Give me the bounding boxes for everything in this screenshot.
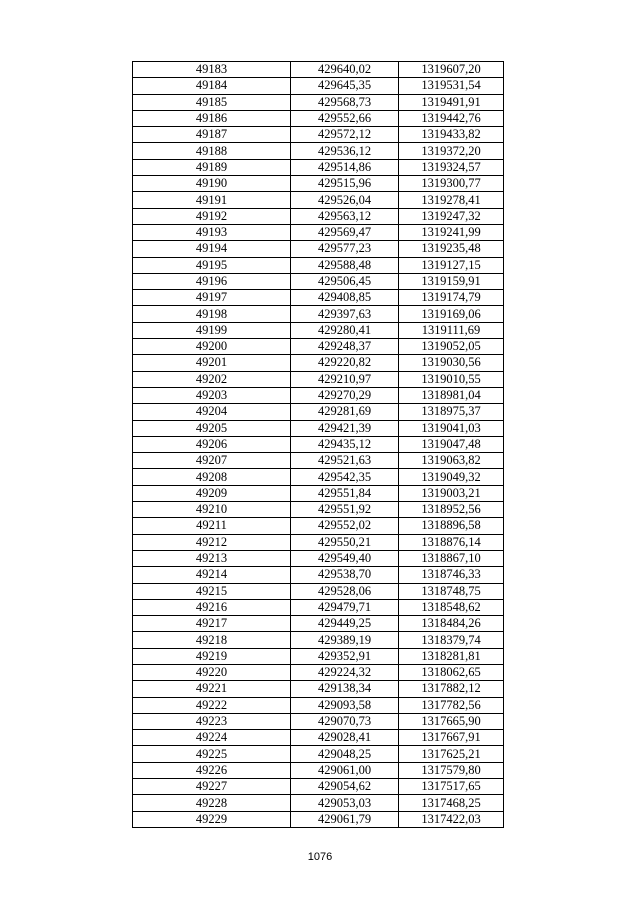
point-number-cell: 49204 — [133, 404, 291, 420]
table-row — [133, 485, 504, 501]
point-number-cell: 49223 — [133, 713, 291, 729]
x-coordinate-cell: 429280,41 — [291, 322, 399, 338]
y-coordinate-cell: 1319531,54 — [399, 78, 504, 94]
y-coordinate-cell: 1317667,91 — [399, 730, 504, 746]
y-coordinate-cell: 1319049,32 — [399, 469, 504, 485]
y-coordinate-cell: 1319491,91 — [399, 94, 504, 110]
table-row — [133, 404, 504, 420]
table-row — [133, 208, 504, 224]
x-coordinate-cell: 429224,32 — [291, 664, 399, 680]
x-coordinate-cell: 429248,37 — [291, 339, 399, 355]
y-coordinate-cell: 1319041,03 — [399, 420, 504, 436]
table-row — [133, 387, 504, 403]
y-coordinate-cell: 1318975,37 — [399, 404, 504, 420]
y-coordinate-cell: 1317468,25 — [399, 795, 504, 811]
y-coordinate-cell: 1317422,03 — [399, 811, 504, 827]
x-coordinate-cell: 429270,29 — [291, 387, 399, 403]
point-number-cell: 49224 — [133, 730, 291, 746]
y-coordinate-cell: 1319111,69 — [399, 322, 504, 338]
point-number-cell: 49194 — [133, 241, 291, 257]
x-coordinate-cell: 429054,62 — [291, 779, 399, 795]
y-coordinate-cell: 1319372,20 — [399, 143, 504, 159]
point-number-cell: 49199 — [133, 322, 291, 338]
y-coordinate-cell: 1319433,82 — [399, 127, 504, 143]
y-coordinate-cell: 1319241,99 — [399, 224, 504, 240]
table-row — [133, 322, 504, 338]
x-coordinate-cell: 429536,12 — [291, 143, 399, 159]
point-number-cell: 49227 — [133, 779, 291, 795]
point-number-cell: 49195 — [133, 257, 291, 273]
x-coordinate-cell: 429568,73 — [291, 94, 399, 110]
x-coordinate-cell: 429552,66 — [291, 110, 399, 126]
point-number-cell: 49217 — [133, 616, 291, 632]
x-coordinate-cell: 429506,45 — [291, 273, 399, 289]
table-row — [133, 127, 504, 143]
y-coordinate-cell: 1319247,32 — [399, 208, 504, 224]
x-coordinate-cell: 429563,12 — [291, 208, 399, 224]
x-coordinate-cell: 429550,21 — [291, 534, 399, 550]
table-row — [133, 648, 504, 664]
y-coordinate-cell: 1318548,62 — [399, 599, 504, 615]
y-coordinate-cell: 1319003,21 — [399, 485, 504, 501]
y-coordinate-cell: 1317625,21 — [399, 746, 504, 762]
table-row — [133, 306, 504, 322]
y-coordinate-cell: 1319047,48 — [399, 436, 504, 452]
y-coordinate-cell: 1319300,77 — [399, 176, 504, 192]
y-coordinate-cell: 1319278,41 — [399, 192, 504, 208]
y-coordinate-cell: 1318484,26 — [399, 616, 504, 632]
table-row — [133, 94, 504, 110]
y-coordinate-cell: 1318062,65 — [399, 664, 504, 680]
x-coordinate-cell: 429528,06 — [291, 583, 399, 599]
x-coordinate-cell: 429640,02 — [291, 62, 399, 78]
table-row — [133, 713, 504, 729]
point-number-cell: 49201 — [133, 355, 291, 371]
table-row — [133, 664, 504, 680]
x-coordinate-cell: 429070,73 — [291, 713, 399, 729]
x-coordinate-cell: 429521,63 — [291, 453, 399, 469]
point-number-cell: 49209 — [133, 485, 291, 501]
point-number-cell: 49190 — [133, 176, 291, 192]
y-coordinate-cell: 1319052,05 — [399, 339, 504, 355]
y-coordinate-cell: 1318896,58 — [399, 518, 504, 534]
table-row — [133, 746, 504, 762]
table-row — [133, 762, 504, 778]
table-row — [133, 420, 504, 436]
table-row — [133, 62, 504, 78]
point-number-cell: 49221 — [133, 681, 291, 697]
x-coordinate-cell: 429551,84 — [291, 485, 399, 501]
point-number-cell: 49183 — [133, 62, 291, 78]
y-coordinate-cell: 1319169,06 — [399, 306, 504, 322]
table-row — [133, 339, 504, 355]
coordinate-table-body — [133, 62, 504, 828]
table-row — [133, 224, 504, 240]
point-number-cell: 49222 — [133, 697, 291, 713]
y-coordinate-cell: 1318867,10 — [399, 550, 504, 566]
y-coordinate-cell: 1318748,75 — [399, 583, 504, 599]
point-number-cell: 49191 — [133, 192, 291, 208]
table-row — [133, 110, 504, 126]
point-number-cell: 49220 — [133, 664, 291, 680]
point-number-cell: 49188 — [133, 143, 291, 159]
point-number-cell: 49200 — [133, 339, 291, 355]
point-number-cell: 49185 — [133, 94, 291, 110]
y-coordinate-cell: 1318952,56 — [399, 502, 504, 518]
y-coordinate-cell: 1319324,57 — [399, 159, 504, 175]
point-number-cell: 49184 — [133, 78, 291, 94]
point-number-cell: 49219 — [133, 648, 291, 664]
x-coordinate-cell: 429389,19 — [291, 632, 399, 648]
point-number-cell: 49216 — [133, 599, 291, 615]
table-row — [133, 290, 504, 306]
y-coordinate-cell: 1319442,76 — [399, 110, 504, 126]
point-number-cell: 49211 — [133, 518, 291, 534]
point-number-cell: 49210 — [133, 502, 291, 518]
x-coordinate-cell: 429220,82 — [291, 355, 399, 371]
point-number-cell: 49229 — [133, 811, 291, 827]
x-coordinate-cell: 429093,58 — [291, 697, 399, 713]
y-coordinate-cell: 1318746,33 — [399, 567, 504, 583]
table-row — [133, 534, 504, 550]
point-number-cell: 49208 — [133, 469, 291, 485]
x-coordinate-cell: 429569,47 — [291, 224, 399, 240]
x-coordinate-cell: 429577,23 — [291, 241, 399, 257]
table-row — [133, 453, 504, 469]
table-row — [133, 502, 504, 518]
table-row — [133, 176, 504, 192]
x-coordinate-cell: 429572,12 — [291, 127, 399, 143]
point-number-cell: 49206 — [133, 436, 291, 452]
y-coordinate-cell: 1319030,56 — [399, 355, 504, 371]
table-row — [133, 779, 504, 795]
x-coordinate-cell: 429549,40 — [291, 550, 399, 566]
y-coordinate-cell: 1317782,56 — [399, 697, 504, 713]
y-coordinate-cell: 1319010,55 — [399, 371, 504, 387]
table-row — [133, 550, 504, 566]
point-number-cell: 49218 — [133, 632, 291, 648]
table-row — [133, 273, 504, 289]
table-row — [133, 599, 504, 615]
point-number-cell: 49203 — [133, 387, 291, 403]
point-number-cell: 49202 — [133, 371, 291, 387]
x-coordinate-cell: 429645,35 — [291, 78, 399, 94]
y-coordinate-cell: 1317882,12 — [399, 681, 504, 697]
table-row — [133, 697, 504, 713]
point-number-cell: 49205 — [133, 420, 291, 436]
x-coordinate-cell: 429210,97 — [291, 371, 399, 387]
x-coordinate-cell: 429588,48 — [291, 257, 399, 273]
y-coordinate-cell: 1317665,90 — [399, 713, 504, 729]
table-row — [133, 795, 504, 811]
table-row — [133, 143, 504, 159]
x-coordinate-cell: 429397,63 — [291, 306, 399, 322]
y-coordinate-cell: 1318981,04 — [399, 387, 504, 403]
table-row — [133, 632, 504, 648]
x-coordinate-cell: 429281,69 — [291, 404, 399, 420]
table-row — [133, 616, 504, 632]
y-coordinate-cell: 1319235,48 — [399, 241, 504, 257]
x-coordinate-cell: 429542,35 — [291, 469, 399, 485]
y-coordinate-cell: 1319174,79 — [399, 290, 504, 306]
x-coordinate-cell: 429053,03 — [291, 795, 399, 811]
table-row — [133, 567, 504, 583]
point-number-cell: 49207 — [133, 453, 291, 469]
table-row — [133, 681, 504, 697]
table-row — [133, 355, 504, 371]
table-row — [133, 730, 504, 746]
y-coordinate-cell: 1319127,15 — [399, 257, 504, 273]
x-coordinate-cell: 429352,91 — [291, 648, 399, 664]
x-coordinate-cell: 429061,79 — [291, 811, 399, 827]
y-coordinate-cell: 1317517,65 — [399, 779, 504, 795]
x-coordinate-cell: 429028,41 — [291, 730, 399, 746]
x-coordinate-cell: 429061,00 — [291, 762, 399, 778]
point-number-cell: 49196 — [133, 273, 291, 289]
x-coordinate-cell: 429515,96 — [291, 176, 399, 192]
point-number-cell: 49197 — [133, 290, 291, 306]
point-number-cell: 49228 — [133, 795, 291, 811]
point-number-cell: 49189 — [133, 159, 291, 175]
x-coordinate-cell: 429526,04 — [291, 192, 399, 208]
point-number-cell: 49198 — [133, 306, 291, 322]
x-coordinate-cell: 429138,34 — [291, 681, 399, 697]
table-row — [133, 811, 504, 827]
x-coordinate-cell: 429435,12 — [291, 436, 399, 452]
table-row — [133, 583, 504, 599]
table-row — [133, 257, 504, 273]
y-coordinate-cell: 1318876,14 — [399, 534, 504, 550]
table-row — [133, 436, 504, 452]
x-coordinate-cell: 429479,71 — [291, 599, 399, 615]
page-number: 1076 — [307, 851, 333, 863]
y-coordinate-cell: 1319063,82 — [399, 453, 504, 469]
table-row — [133, 371, 504, 387]
point-number-cell: 49213 — [133, 550, 291, 566]
y-coordinate-cell: 1319159,91 — [399, 273, 504, 289]
coordinate-table — [132, 61, 504, 828]
point-number-cell: 49186 — [133, 110, 291, 126]
point-number-cell: 49192 — [133, 208, 291, 224]
y-coordinate-cell: 1318379,74 — [399, 632, 504, 648]
x-coordinate-cell: 429551,92 — [291, 502, 399, 518]
point-number-cell: 49225 — [133, 746, 291, 762]
point-number-cell: 49226 — [133, 762, 291, 778]
point-number-cell: 49187 — [133, 127, 291, 143]
table-row — [133, 192, 504, 208]
point-number-cell: 49214 — [133, 567, 291, 583]
table-row — [133, 78, 504, 94]
x-coordinate-cell: 429048,25 — [291, 746, 399, 762]
table-row — [133, 241, 504, 257]
table-row — [133, 469, 504, 485]
table-row — [133, 518, 504, 534]
x-coordinate-cell: 429449,25 — [291, 616, 399, 632]
x-coordinate-cell: 429552,02 — [291, 518, 399, 534]
point-number-cell: 49215 — [133, 583, 291, 599]
point-number-cell: 49212 — [133, 534, 291, 550]
y-coordinate-cell: 1318281,81 — [399, 648, 504, 664]
y-coordinate-cell: 1319607,20 — [399, 62, 504, 78]
x-coordinate-cell: 429514,86 — [291, 159, 399, 175]
x-coordinate-cell: 429421,39 — [291, 420, 399, 436]
y-coordinate-cell: 1317579,80 — [399, 762, 504, 778]
x-coordinate-cell: 429408,85 — [291, 290, 399, 306]
x-coordinate-cell: 429538,70 — [291, 567, 399, 583]
point-number-cell: 49193 — [133, 224, 291, 240]
table-row — [133, 159, 504, 175]
